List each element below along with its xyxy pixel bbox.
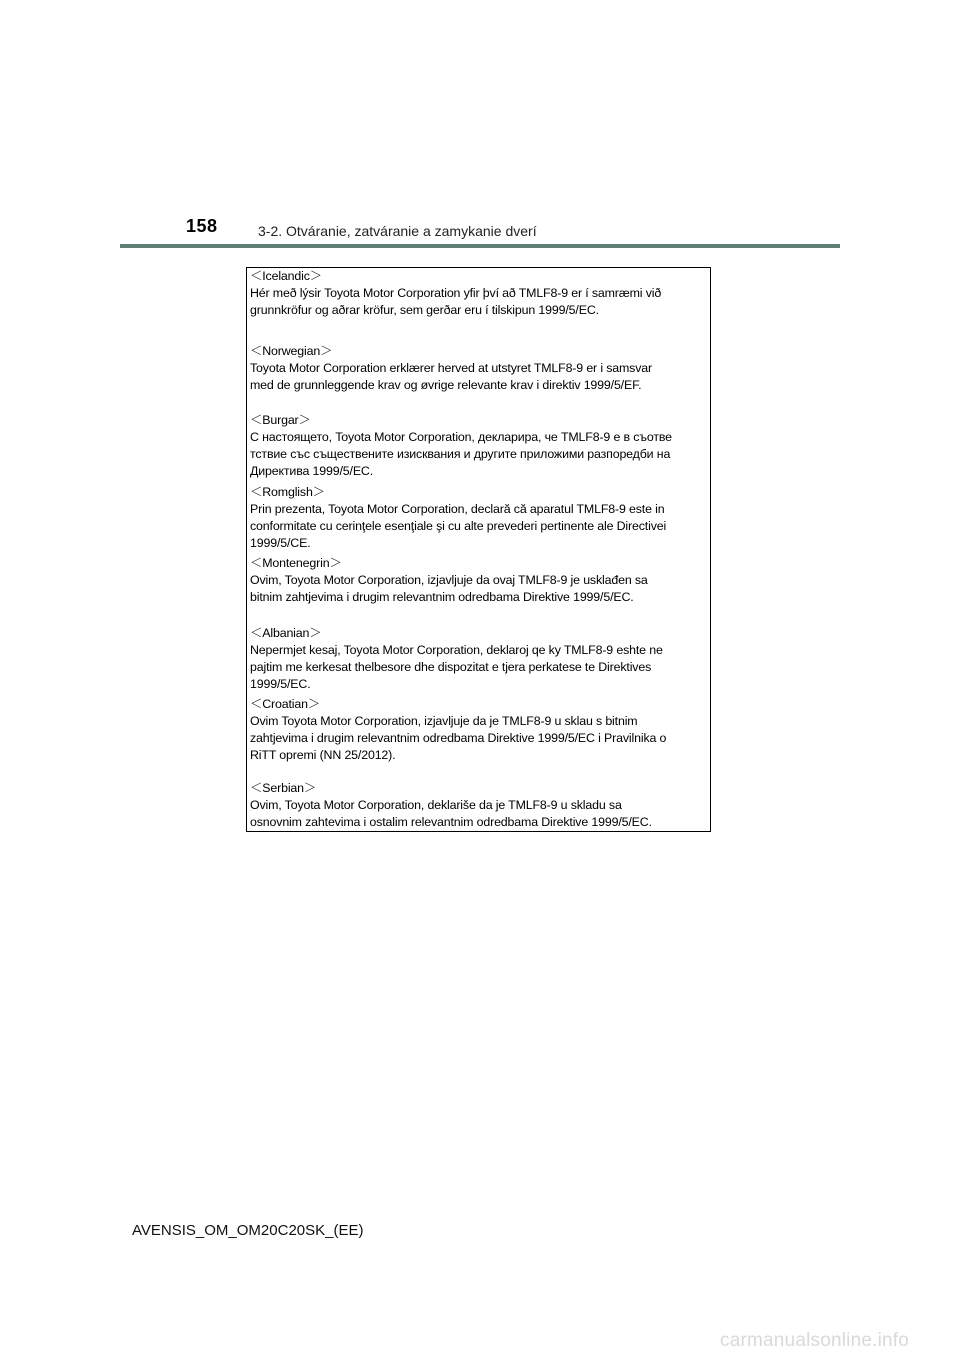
declaration-line: 1999/5/EC. <box>250 677 311 691</box>
declaration-language: ＜Serbian＞ <box>250 781 317 795</box>
declaration-line: RiTT opremi (NN 25/2012). <box>250 748 396 762</box>
declaration-language: ＜Albanian＞ <box>250 626 322 640</box>
declaration-line: grunnkröfur og aðrar kröfur, sem gerðar eru í tilskipun 1999/5/EC. <box>250 303 599 317</box>
declaration-language: ＜Romglish＞ <box>250 485 325 499</box>
declaration-icelandic <box>250 268 711 319</box>
watermark: carmanualsonline.info <box>720 1330 910 1351</box>
document-code: AVENSIS_OM_OM20C20SK_(EE) <box>132 1222 364 1239</box>
declaration-romglish <box>250 484 711 552</box>
declarations-box <box>246 267 711 832</box>
declaration-line: zahtjevima i drugim relevantnim odredbama Direktive 1999/5/EC i Pravilnika o <box>250 731 667 745</box>
declaration-line: тствие със съществените изисквания и другите приложими разпоредби на <box>250 447 671 461</box>
section-title: 3-2. Otváranie, zatváranie a zamykanie dverí <box>258 223 537 239</box>
declaration-serbian <box>250 780 711 831</box>
declaration-norwegian <box>250 343 711 394</box>
declaration-line: С настоящето, Toyota Motor Corporation, декларира, че TMLF8-9 е в съотве <box>250 430 672 444</box>
declaration-line: Ovim, Toyota Motor Corporation, izjavljuje da ovaj TMLF8-9 je usklađen sa <box>250 573 648 587</box>
declaration-line: Nepermjet kesaj, Toyota Motor Corporation, deklaroj qe ky TMLF8-9 eshte ne <box>250 643 663 657</box>
declaration-line: med de grunnleggende krav og øvrige relevante krav i direktiv 1999/5/EF. <box>250 378 642 392</box>
declaration-albanian <box>250 625 711 693</box>
declaration-croatian <box>250 696 711 764</box>
declaration-language: ＜Norwegian＞ <box>250 344 333 358</box>
declaration-line: bitnim zahtjevima i drugim relevantnim odredbama Direktive 1999/5/EC. <box>250 590 634 604</box>
declaration-line: Ovim Toyota Motor Corporation, izjavljuje da je TMLF8-9 u sklau s bitnim <box>250 714 638 728</box>
declaration-line: osnovnim zahtevima i ostalim relevantnim odredbama Direktive 1999/5/EC. <box>250 815 652 829</box>
declaration-line: Ovim, Toyota Motor Corporation, deklariše da je TMLF8-9 u skladu sa <box>250 798 622 812</box>
declaration-line: Hér með lýsir Toyota Motor Corporation yfir því að TMLF8-9 er í samræmi við <box>250 286 662 300</box>
declaration-line: conformitate cu cerinţele esenţiale şi cu alte prevederi pertinente ale Directivei <box>250 519 667 533</box>
page-number: 158 <box>186 216 218 236</box>
declaration-montenegrin <box>250 555 711 606</box>
declaration-line: 1999/5/CE. <box>250 536 311 550</box>
header-divider <box>120 244 840 248</box>
declaration-language: ＜Burgar＞ <box>250 413 311 427</box>
declaration-line: Директива 1999/5/EC. <box>250 464 374 478</box>
declaration-language: ＜Croatian＞ <box>250 697 321 711</box>
declaration-language: ＜Icelandic＞ <box>250 269 323 283</box>
declaration-burgar <box>250 412 711 480</box>
declaration-line: pajtim me kerkesat thelbesore dhe dispozitat e tjera perkatese te Direktives <box>250 660 652 674</box>
declaration-line: Toyota Motor Corporation erklærer herved at utstyret TMLF8-9 er i samsvar <box>250 361 652 375</box>
declaration-line: Prin prezenta, Toyota Motor Corporation, declară că aparatul TMLF8-9 este in <box>250 502 665 516</box>
declaration-language: ＜Montenegrin＞ <box>250 556 342 570</box>
